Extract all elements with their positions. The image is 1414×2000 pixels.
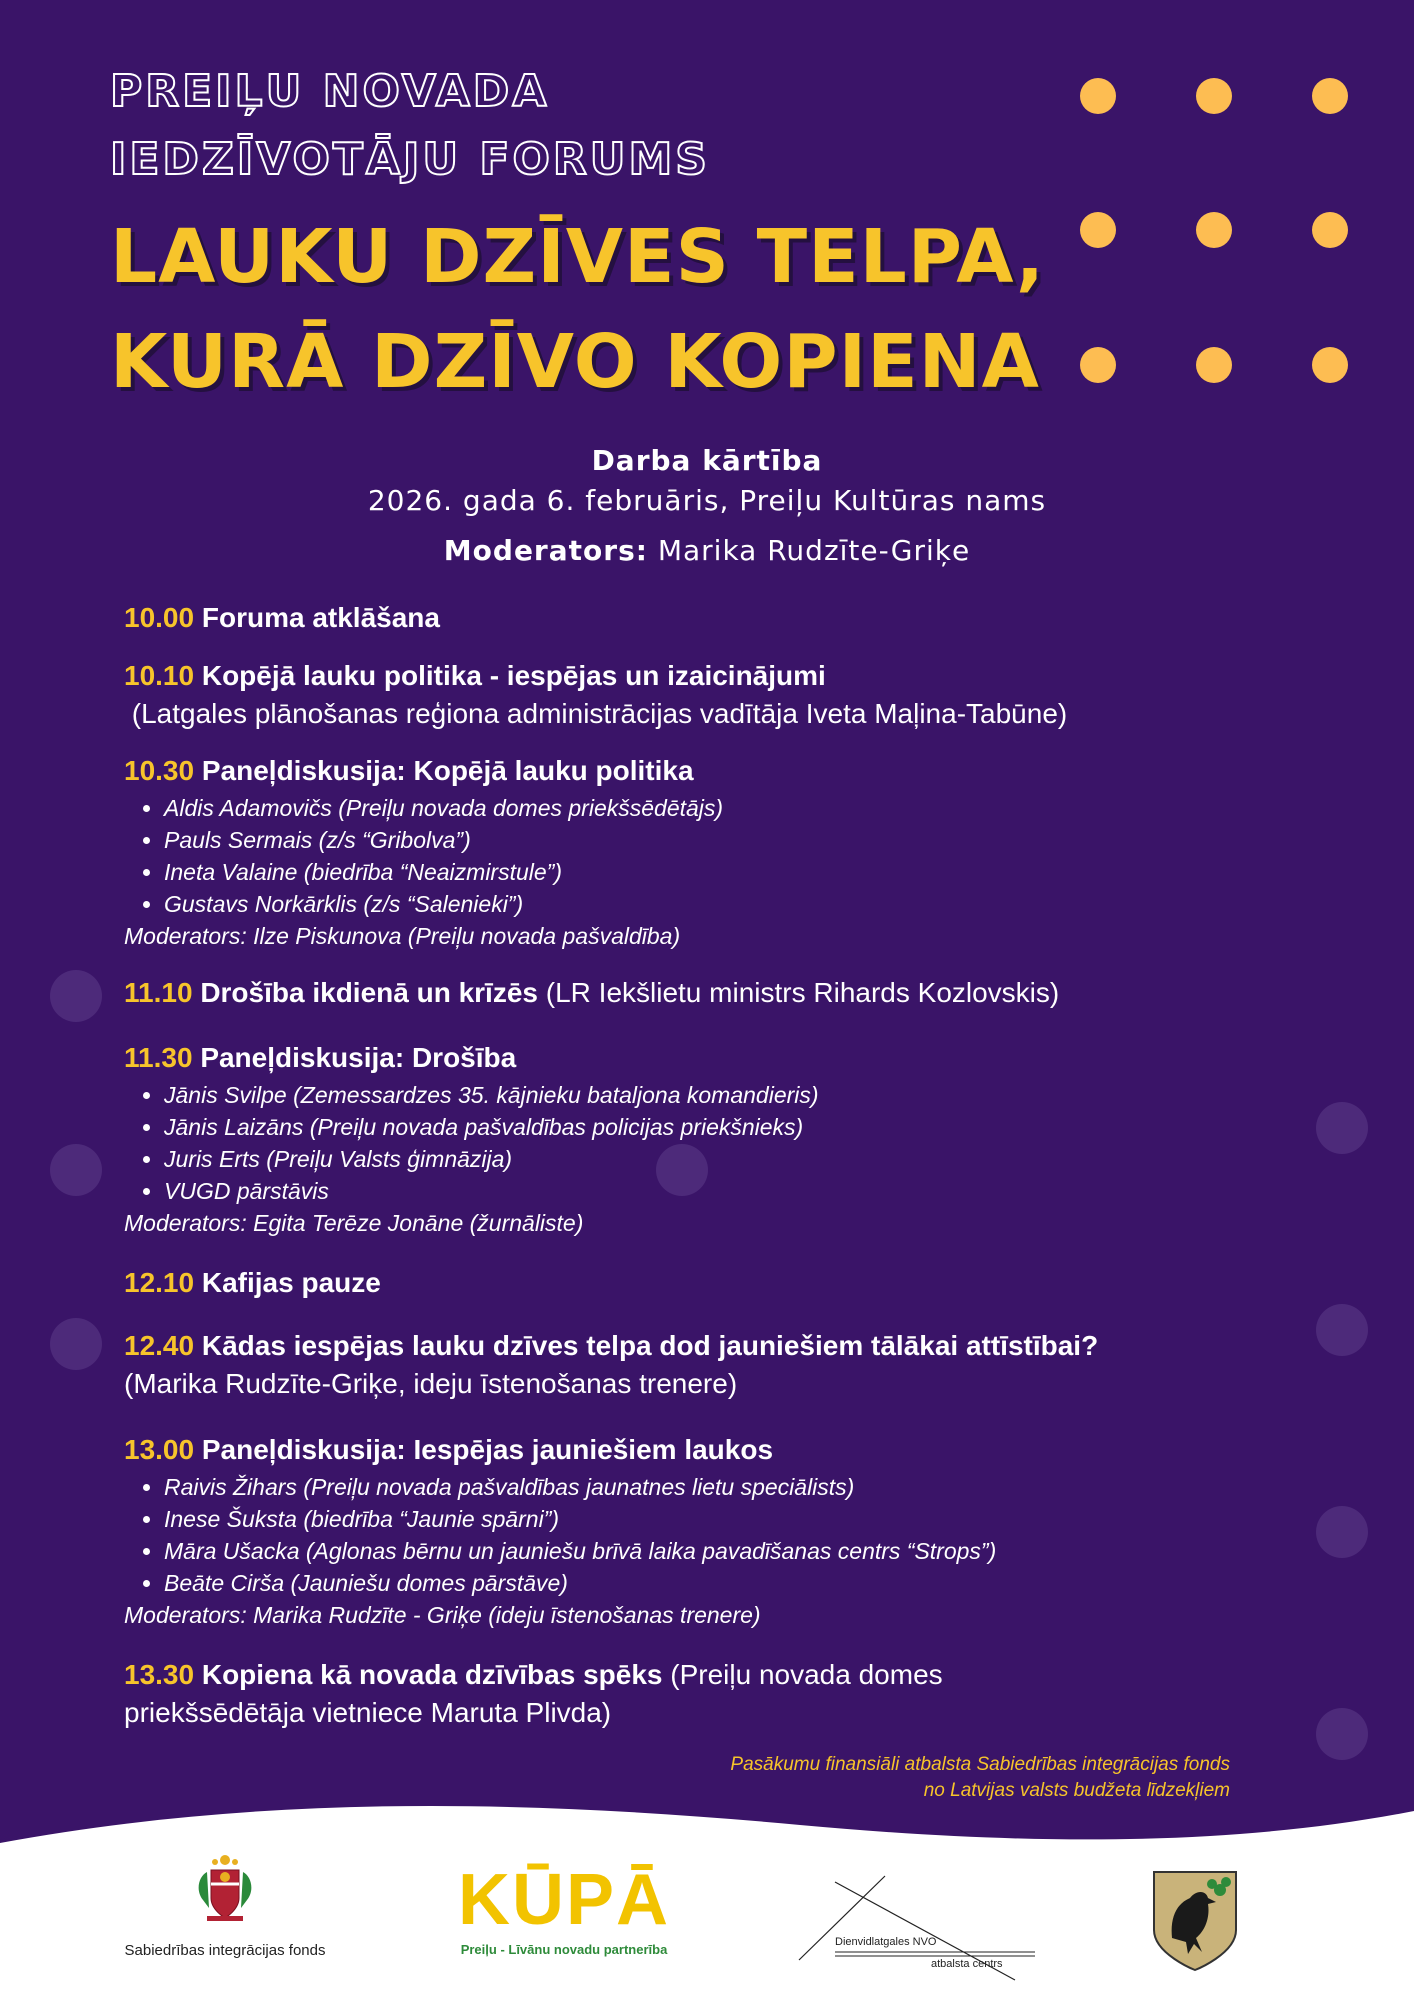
bg-dot bbox=[50, 1318, 102, 1370]
agenda-note: (Preiļu novada domes bbox=[670, 1659, 943, 1690]
panel-member: • VUGD pārstāvis bbox=[164, 1175, 1274, 1207]
kupa-logo bbox=[444, 1862, 684, 1972]
agenda-item bbox=[124, 752, 1274, 952]
decor-dot bbox=[1312, 347, 1348, 383]
panel-member: • Jānis Svilpe (Zemessardzes 35. kājnieku bataljona komandieris) bbox=[164, 1079, 1274, 1111]
date-place-text: 2026. gada 6. februāris, Preiļu Kultūras nams bbox=[367, 484, 1047, 517]
agenda-time: 13.00 bbox=[124, 1434, 195, 1465]
panel-list bbox=[124, 1079, 1274, 1207]
agenda-item bbox=[124, 657, 1274, 733]
agenda-title: Kādas iespējas lauku dzīves telpa dod jauniešiem tālākai attīstībai? bbox=[201, 1330, 1099, 1361]
panel-moderator: Moderators: Marika Rudzīte - Griķe (ideju īstenošanas trenere) bbox=[124, 1602, 761, 1628]
panel-member: • Ineta Valaine (biedrība “Neaizmirstule”) bbox=[164, 856, 1274, 888]
agenda-title: Drošība ikdienā un krīzēs bbox=[200, 977, 538, 1008]
header-line2: IEDZĪVOTĀJU FORUMS bbox=[110, 134, 710, 185]
agenda-title: Kopiena kā novada dzīvības spēks bbox=[201, 1659, 663, 1690]
decor-dot bbox=[1196, 347, 1232, 383]
moderator-name: Marika Rudzīte-Griķe bbox=[657, 534, 971, 567]
sif-logo bbox=[110, 1850, 340, 1970]
agenda-note: (LR Iekšlietu ministrs Rihards Kozlovskis) bbox=[545, 977, 1060, 1008]
header-line1: PREIĻU NOVADA bbox=[110, 66, 550, 117]
agenda-heading: Darba kārtība bbox=[591, 444, 823, 477]
agenda-item bbox=[124, 1431, 1274, 1631]
decor-dot bbox=[1080, 78, 1116, 114]
funding-line2: no Latvijas valsts budžeta līdzekļiem bbox=[923, 1780, 1230, 1801]
agenda-note-line2: priekšsēdētāja vietniece Maruta Plivda) bbox=[124, 1697, 612, 1728]
agenda-title: Kafijas pauze bbox=[201, 1267, 381, 1298]
decor-dot bbox=[1312, 212, 1348, 248]
agenda-item bbox=[124, 1327, 1274, 1403]
panel-member: • Juris Erts (Preiļu Valsts ģimnāzija) bbox=[164, 1143, 1274, 1175]
kupa-word: KŪPĀ bbox=[457, 1860, 670, 1940]
kupa-logo-word bbox=[444, 1862, 684, 1938]
panel-member: • Beāte Cirša (Jauniešu domes pārstāve) bbox=[164, 1567, 1274, 1599]
panel-member: • Gustavs Norkārklis (z/s “Salenieki”) bbox=[164, 888, 1274, 920]
panel-member: • Raivis Žihars (Preiļu novada pašvaldības jaunatnes lietu speciālists) bbox=[164, 1471, 1274, 1503]
agenda-title: Paneļdiskusija: Iespējas jauniešiem laukos bbox=[201, 1434, 774, 1465]
agenda-item bbox=[124, 1264, 1274, 1302]
decor-dot bbox=[1080, 347, 1116, 383]
agenda-time: 11.10 bbox=[124, 977, 193, 1008]
date-place bbox=[0, 484, 1414, 517]
panel-member: • Jānis Laizāns (Preiļu novada pašvaldības policijas priekšnieks) bbox=[164, 1111, 1274, 1143]
agenda-title: Paneļdiskusija: Drošība bbox=[200, 1042, 517, 1073]
nvo-logo bbox=[795, 1872, 1035, 1982]
nvo-logo-line1: Dienvidlatgales NVO bbox=[835, 1936, 937, 1948]
decor-dot bbox=[1080, 212, 1116, 248]
agenda-time: 12.10 bbox=[124, 1267, 195, 1298]
moderator-label: Moderators: bbox=[443, 534, 648, 567]
agenda-item bbox=[124, 1039, 1274, 1239]
panel-member: • Pauls Sermais (z/s “Gribolva”) bbox=[164, 824, 1274, 856]
agenda-time: 13.30 bbox=[124, 1659, 195, 1690]
main-title-line1: LAUKU DZĪVES TELPA, bbox=[110, 214, 1046, 300]
agenda-item bbox=[124, 974, 1274, 1012]
bg-dot bbox=[1316, 1506, 1368, 1558]
decor-dot bbox=[1196, 212, 1232, 248]
agenda-note: (Marika Rudzīte-Griķe, ideju īstenošanas trenere) bbox=[124, 1368, 738, 1399]
agenda-time: 11.30 bbox=[124, 1042, 193, 1073]
panel-member: • Māra Ušacka (Aglonas bērnu un jauniešu brīvā laika pavadīšanas centrs “Strops”) bbox=[164, 1535, 1274, 1567]
bg-dot bbox=[1316, 1304, 1368, 1356]
bg-dot bbox=[1316, 1708, 1368, 1760]
nvo-logo-line2: atbalsta centrs bbox=[931, 1958, 1003, 1970]
main-title-line2: KURĀ DZĪVO KOPIENA bbox=[110, 319, 1040, 405]
preili-coat-of-arms bbox=[1150, 1868, 1240, 1972]
agenda-time: 10.00 bbox=[124, 602, 195, 633]
moderator-line bbox=[0, 534, 1414, 567]
bg-dot bbox=[1316, 1102, 1368, 1154]
agenda-time: 12.40 bbox=[124, 1330, 195, 1361]
decor-dot bbox=[1196, 78, 1232, 114]
agenda-note: (Latgales plānošanas reģiona administrācijas vadītāja Iveta Maļina-Tabūne) bbox=[124, 698, 1068, 729]
agenda-title: Foruma atklāšana bbox=[201, 602, 440, 633]
bg-dot bbox=[50, 970, 102, 1022]
panel-moderator: Moderators: Ilze Piskunova (Preiļu novada pašvaldība) bbox=[124, 923, 681, 949]
panel-list bbox=[124, 792, 1274, 920]
decor-dot bbox=[1312, 78, 1348, 114]
agenda-item bbox=[124, 1656, 1274, 1732]
panel-moderator: Moderators: Egita Terēze Jonāne (žurnāliste) bbox=[124, 1210, 584, 1236]
agenda-item bbox=[124, 599, 1274, 637]
panel-member: • Inese Šuksta (biedrība “Jaunie spārni”) bbox=[164, 1503, 1274, 1535]
agenda-time: 10.10 bbox=[124, 660, 195, 691]
agenda-time: 10.30 bbox=[124, 755, 195, 786]
panel-list bbox=[124, 1471, 1274, 1599]
sif-logo-text: Sabiedrības integrācijas fonds bbox=[124, 1942, 326, 1959]
bg-dot bbox=[50, 1144, 102, 1196]
funding-note bbox=[730, 1752, 1230, 1804]
panel-member: • Aldis Adamovičs (Preiļu novada domes priekšsēdētājs) bbox=[164, 792, 1274, 824]
coat-of-arms-icon bbox=[185, 1850, 265, 1930]
agenda-title: Kopējā lauku politika - iespējas un izaicinājumi bbox=[201, 660, 826, 691]
funding-line1: Pasākumu finansiāli atbalsta Sabiedrības integrācijas fonds bbox=[730, 1754, 1230, 1775]
agenda-title: Paneļdiskusija: Kopējā lauku politika bbox=[201, 755, 694, 786]
kupa-logo-sub: Preiļu - Līvānu novadu partnerība bbox=[460, 1942, 668, 1957]
raven-shield-icon bbox=[1150, 1868, 1240, 1972]
